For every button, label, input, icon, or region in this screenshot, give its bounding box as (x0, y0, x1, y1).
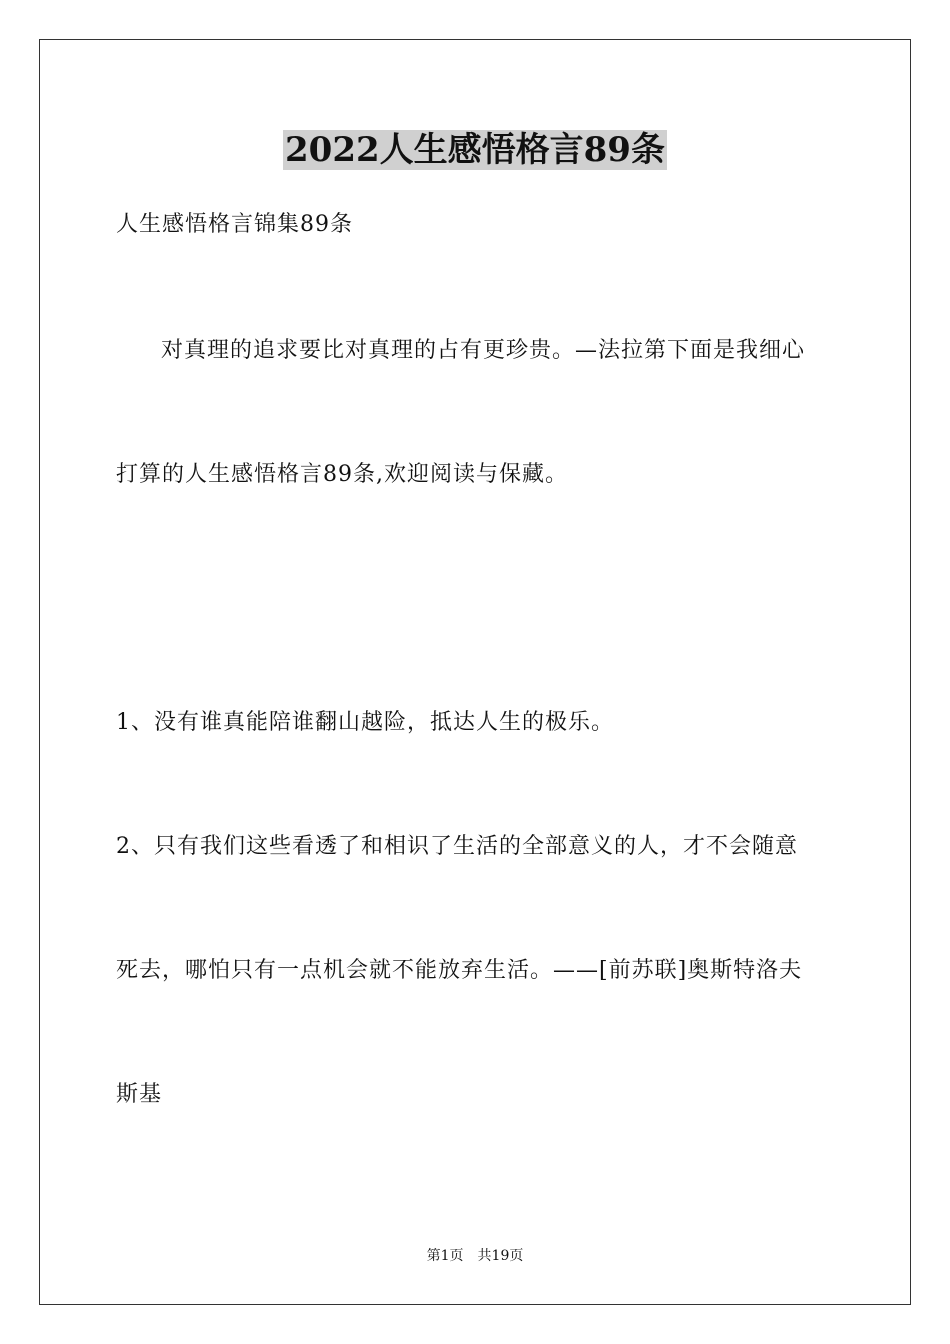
intro-line-2: 打算的人生感悟格言89条,欢迎阅读与保藏。 (116, 462, 568, 487)
document-title (0, 128, 950, 172)
intro-line-1: 对真理的追求要比对真理的占有更珍贵。—法拉第下面是我细心 (161, 338, 806, 363)
document-title-text: 2022人生感悟格言89条 (285, 130, 665, 170)
page-total: 共19页 (477, 1248, 524, 1264)
page-number: 第1页 (426, 1248, 464, 1264)
list-item-2-line-1: 2、只有我们这些看透了和相识了生活的全部意义的人，才不会随意 (116, 834, 798, 859)
document-subtitle: 人生感悟格言锦集89条 (116, 212, 353, 237)
list-item-2-line-3: 斯基 (116, 1082, 163, 1107)
page-footer (0, 1247, 950, 1265)
list-item-2-line-2: 死去，哪怕只有一点机会就不能放弃生活。——[前苏联]奥斯特洛夫 (116, 958, 803, 983)
list-item-1-line-1: 1、没有谁真能陪谁翻山越险，抵达人生的极乐。 (116, 710, 614, 735)
